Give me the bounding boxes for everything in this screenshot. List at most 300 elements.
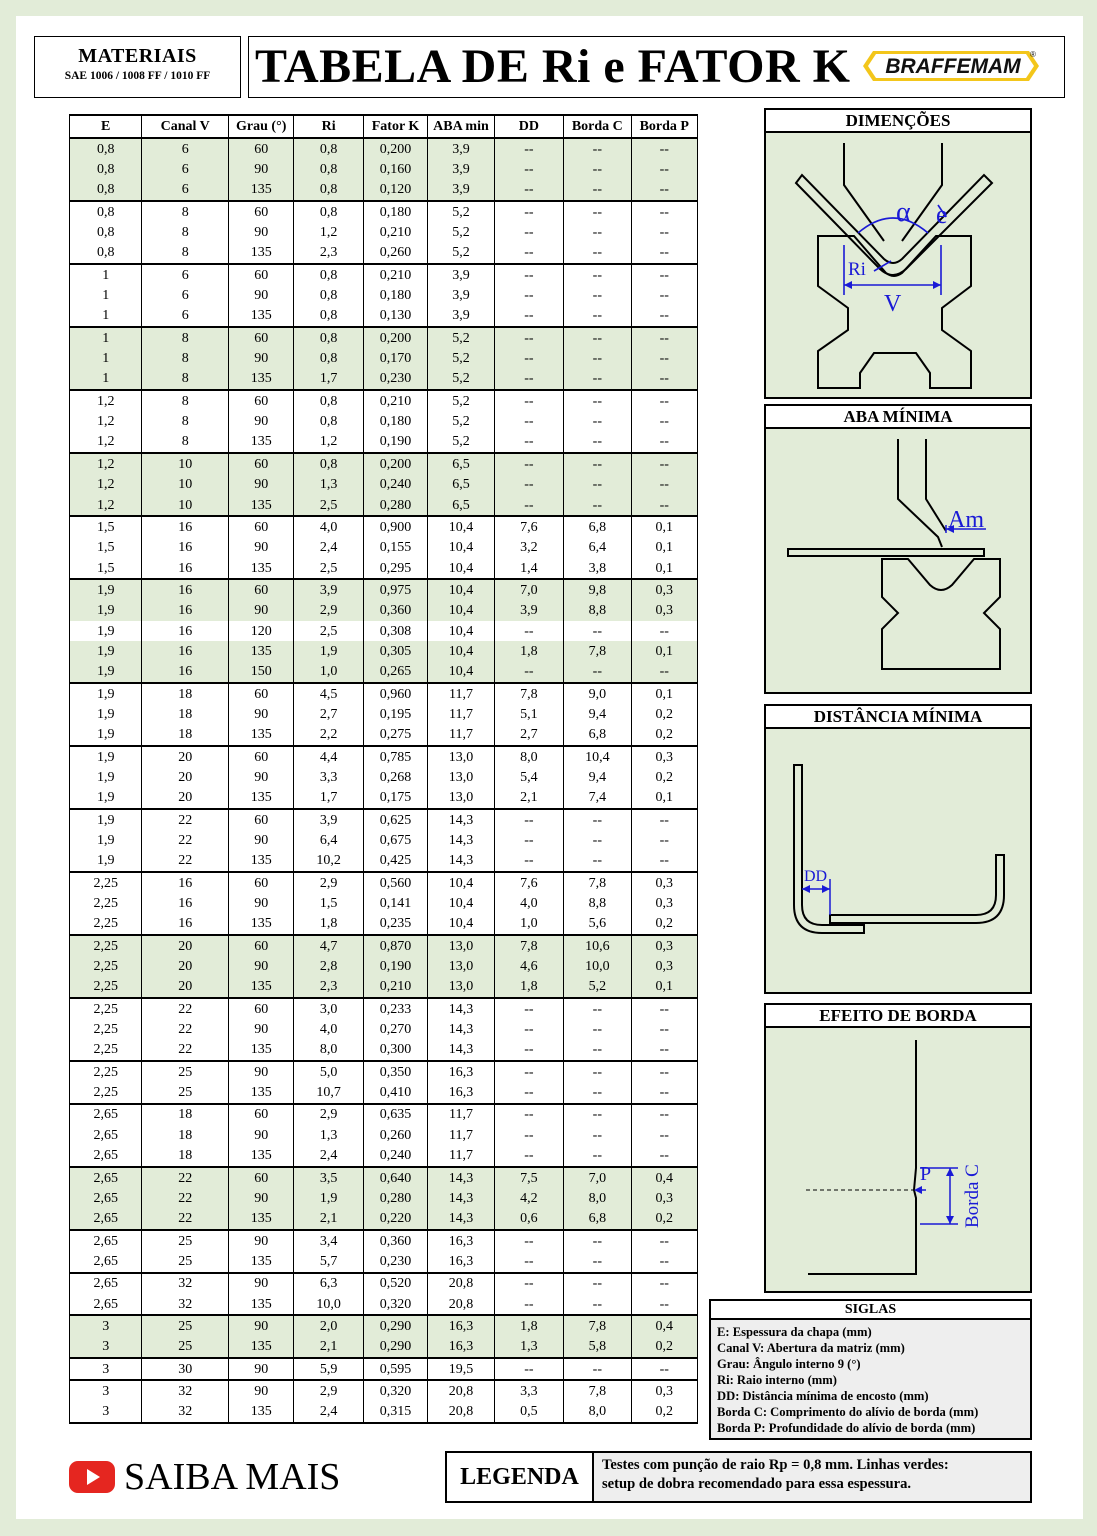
table-cell: -- — [494, 1358, 563, 1380]
table-cell: 2,65 — [70, 1125, 142, 1145]
table-cell: 5,2 — [428, 411, 494, 431]
table-cell: -- — [564, 1273, 631, 1294]
table-cell: -- — [631, 222, 697, 242]
table-cell: 0,8 — [294, 180, 363, 201]
table-cell: 2,65 — [70, 1251, 142, 1272]
table-cell: 18 — [142, 1104, 229, 1125]
table-cell: 8 — [142, 411, 229, 431]
column-header: Borda C — [564, 115, 631, 138]
table-cell: 2,65 — [70, 1230, 142, 1251]
table-cell: 1,9 — [70, 809, 142, 830]
table-cell: 2,65 — [70, 1146, 142, 1167]
table-cell: 8,0 — [564, 1402, 631, 1423]
table-cell: 135 — [229, 851, 294, 872]
table-cell: 16 — [142, 579, 229, 600]
table-cell: -- — [564, 1040, 631, 1061]
table-cell: 1,2 — [294, 432, 363, 453]
table-cell: 5,1 — [494, 704, 563, 724]
table-cell: 90 — [229, 285, 294, 305]
table-cell: 2,25 — [70, 893, 142, 913]
table-cell: 16 — [142, 662, 229, 683]
table-row — [70, 788, 698, 809]
column-header: Fator K — [363, 115, 427, 138]
table-cell: 10,4 — [428, 538, 494, 558]
table-cell: 0,220 — [363, 1209, 427, 1230]
table-cell: 0,8 — [70, 138, 142, 159]
table-row — [70, 432, 698, 453]
table-row — [70, 1358, 698, 1380]
table-cell: 6,4 — [564, 538, 631, 558]
table-cell: 0,8 — [70, 201, 142, 222]
table-cell: 0,3 — [631, 601, 697, 621]
table-cell: 1,8 — [494, 977, 563, 998]
table-cell: 0,900 — [363, 516, 427, 537]
table-row — [70, 495, 698, 516]
table-cell: 22 — [142, 1188, 229, 1208]
table-cell: 6,4 — [294, 830, 363, 850]
table-cell: -- — [494, 495, 563, 516]
table-cell: 4,2 — [494, 1188, 563, 1208]
table-cell: 90 — [229, 538, 294, 558]
table-cell: 0,6 — [494, 1209, 563, 1230]
table-cell: 135 — [229, 914, 294, 935]
table-cell: 0,120 — [363, 180, 427, 201]
table-cell: -- — [631, 1082, 697, 1103]
table-cell: 5,2 — [428, 390, 494, 411]
panel-dimencoes — [764, 108, 1032, 399]
table-cell: 1,9 — [70, 725, 142, 746]
table-cell: 8,8 — [564, 601, 631, 621]
table-cell: -- — [494, 369, 563, 390]
table-cell: 0,560 — [363, 872, 427, 893]
table-cell: -- — [564, 390, 631, 411]
table-cell: -- — [564, 621, 631, 641]
table-cell: 135 — [229, 495, 294, 516]
table-cell: 16 — [142, 538, 229, 558]
table-row — [70, 327, 698, 348]
table-cell: 25 — [142, 1082, 229, 1103]
table-cell: 1,5 — [70, 516, 142, 537]
table-cell: -- — [564, 243, 631, 264]
table-cell: -- — [564, 851, 631, 872]
table-row — [70, 851, 698, 872]
table-cell: 2,5 — [294, 558, 363, 579]
table-cell: 135 — [229, 558, 294, 579]
table-cell: 7,8 — [494, 683, 563, 704]
table-cell: 22 — [142, 1209, 229, 1230]
table-cell: 6 — [142, 306, 229, 327]
table-cell: 135 — [229, 1337, 294, 1358]
table-cell: -- — [631, 411, 697, 431]
table-cell: 25 — [142, 1061, 229, 1082]
table-cell: 5,2 — [428, 222, 494, 242]
table-cell: -- — [494, 475, 563, 495]
table-cell: 0,8 — [70, 243, 142, 264]
table-cell: 20,8 — [428, 1402, 494, 1423]
table-cell: 4,5 — [294, 683, 363, 704]
table-cell: 90 — [229, 1380, 294, 1401]
table-row — [70, 746, 698, 767]
sigla-item: Grau: Ângulo interno 9 (°) — [717, 1357, 861, 1371]
table-cell: -- — [564, 662, 631, 683]
table-cell: 0,350 — [363, 1061, 427, 1082]
table-cell: 2,65 — [70, 1209, 142, 1230]
table-cell: -- — [494, 1061, 563, 1082]
table-cell: -- — [564, 432, 631, 453]
table-cell: 1,7 — [294, 369, 363, 390]
table-cell: -- — [564, 306, 631, 327]
table-cell: 22 — [142, 1019, 229, 1039]
siglas-list — [711, 1320, 1030, 1438]
table-cell: 0,210 — [363, 264, 427, 285]
table-cell: -- — [564, 475, 631, 495]
table-cell: 18 — [142, 725, 229, 746]
table-cell: 7,6 — [494, 872, 563, 893]
table-cell: 0,180 — [363, 411, 427, 431]
table-cell: 6,8 — [564, 516, 631, 537]
table-cell: 5,2 — [428, 432, 494, 453]
table-cell: -- — [494, 285, 563, 305]
table-cell: 1,5 — [70, 558, 142, 579]
table-cell: 1,3 — [294, 1125, 363, 1145]
table-cell: 32 — [142, 1294, 229, 1315]
table-cell: 7,8 — [564, 1315, 631, 1336]
table-cell: 1 — [70, 306, 142, 327]
table-cell: 60 — [229, 264, 294, 285]
table-cell: 0,410 — [363, 1082, 427, 1103]
table-header-row — [70, 115, 698, 138]
table-cell: 0,8 — [294, 201, 363, 222]
table-cell: -- — [631, 621, 697, 641]
table-cell: 0,2 — [631, 767, 697, 787]
title-box — [248, 36, 1065, 98]
table-cell: -- — [494, 306, 563, 327]
table-row — [70, 767, 698, 787]
table-cell: 0,2 — [631, 1402, 697, 1423]
table-cell: -- — [564, 1358, 631, 1380]
table-cell: 10,4 — [428, 579, 494, 600]
table-cell: 0,141 — [363, 893, 427, 913]
thickness-e-label: e — [936, 200, 948, 229]
table-cell: 14,3 — [428, 1188, 494, 1208]
table-cell: 16,3 — [428, 1251, 494, 1272]
table-cell: 1 — [70, 348, 142, 368]
table-cell: 6,5 — [428, 453, 494, 474]
table-cell: -- — [494, 809, 563, 830]
minimum-flange-diagram — [766, 429, 1030, 692]
materials-box — [34, 36, 241, 98]
table-cell: 2,25 — [70, 998, 142, 1019]
table-cell: 0,190 — [363, 432, 427, 453]
table-cell: 0,8 — [70, 159, 142, 179]
table-cell: 90 — [229, 1061, 294, 1082]
table-cell: -- — [631, 306, 697, 327]
table-cell: -- — [564, 138, 631, 159]
table-cell: 6 — [142, 285, 229, 305]
punch-outline — [898, 439, 946, 547]
table-cell: -- — [631, 201, 697, 222]
table-cell: -- — [631, 390, 697, 411]
table-cell: 9,4 — [564, 767, 631, 787]
table-cell: -- — [631, 432, 697, 453]
table-cell: 0,190 — [363, 956, 427, 976]
table-cell: -- — [494, 138, 563, 159]
table-cell: 0,8 — [294, 453, 363, 474]
table-row — [70, 180, 698, 201]
table-cell: 3,9 — [428, 285, 494, 305]
table-cell: 2,8 — [294, 956, 363, 976]
table-cell: 0,320 — [363, 1294, 427, 1315]
table-cell: 60 — [229, 327, 294, 348]
table-cell: 16,3 — [428, 1082, 494, 1103]
table-cell: 135 — [229, 1209, 294, 1230]
table-cell: 3,5 — [294, 1167, 363, 1188]
table-cell: -- — [631, 998, 697, 1019]
table-row — [70, 1019, 698, 1039]
table-cell: 7,4 — [564, 788, 631, 809]
table-cell: 135 — [229, 432, 294, 453]
table-cell: 1,8 — [494, 1315, 563, 1336]
table-cell: 10,4 — [428, 914, 494, 935]
table-cell: 135 — [229, 243, 294, 264]
table-cell: 3,9 — [294, 579, 363, 600]
table-cell: 32 — [142, 1402, 229, 1423]
punch-outline — [844, 143, 942, 241]
table-cell: 0,1 — [631, 683, 697, 704]
table-cell: 2,9 — [294, 1380, 363, 1401]
p-label: P — [920, 1163, 932, 1185]
table-row — [70, 1146, 698, 1167]
table-cell: 60 — [229, 516, 294, 537]
table-cell: -- — [631, 851, 697, 872]
table-cell: 7,6 — [494, 516, 563, 537]
table-row — [70, 641, 698, 661]
table-cell: 2,25 — [70, 977, 142, 998]
table-cell: 2,2 — [294, 725, 363, 746]
table-cell: 0,3 — [631, 746, 697, 767]
table-cell: 1,3 — [494, 1337, 563, 1358]
table-cell: 0,520 — [363, 1273, 427, 1294]
table-cell: -- — [494, 201, 563, 222]
table-cell: 10,4 — [428, 558, 494, 579]
table-row — [70, 872, 698, 893]
table-cell: 0,230 — [363, 369, 427, 390]
table-row — [70, 411, 698, 431]
table-cell: 10,4 — [428, 893, 494, 913]
table-cell: 3,9 — [428, 306, 494, 327]
table-cell: 10 — [142, 475, 229, 495]
table-cell: -- — [564, 285, 631, 305]
table-cell: 60 — [229, 390, 294, 411]
table-cell: 8,8 — [564, 893, 631, 913]
table-cell: 18 — [142, 1125, 229, 1145]
table-cell: 14,3 — [428, 851, 494, 872]
table-cell: 2,25 — [70, 872, 142, 893]
table-cell: -- — [564, 201, 631, 222]
table-cell: 16 — [142, 621, 229, 641]
table-cell: 2,3 — [294, 977, 363, 998]
table-cell: -- — [564, 1125, 631, 1145]
table-cell: 10,4 — [428, 516, 494, 537]
table-cell: 11,7 — [428, 1146, 494, 1167]
table-cell: 7,0 — [564, 1167, 631, 1188]
table-cell: 0,360 — [363, 601, 427, 621]
table-cell: 2,4 — [294, 1402, 363, 1423]
table-cell: 16 — [142, 601, 229, 621]
table-cell: 11,7 — [428, 704, 494, 724]
table-cell: 60 — [229, 746, 294, 767]
table-cell: 18 — [142, 1146, 229, 1167]
table-cell: 10,4 — [564, 746, 631, 767]
table-cell: 2,7 — [294, 704, 363, 724]
table-cell: 6,8 — [564, 1209, 631, 1230]
table-cell: 16 — [142, 872, 229, 893]
table-cell: 135 — [229, 788, 294, 809]
table-row — [70, 704, 698, 724]
brand-name: BRAFFEMAM — [885, 55, 1021, 78]
table-cell: 0,230 — [363, 1251, 427, 1272]
table-row — [70, 977, 698, 998]
table-row — [70, 1380, 698, 1401]
table-cell: 0,295 — [363, 558, 427, 579]
table-cell: 0,870 — [363, 935, 427, 956]
table-cell: 60 — [229, 998, 294, 1019]
table-cell: -- — [564, 1019, 631, 1039]
table-cell: 1,2 — [70, 432, 142, 453]
table-cell: 90 — [229, 704, 294, 724]
table-row — [70, 516, 698, 537]
table-row — [70, 935, 698, 956]
table-row — [70, 306, 698, 327]
table-cell: 4,0 — [294, 516, 363, 537]
table-cell: 8 — [142, 432, 229, 453]
table-cell: 7,5 — [494, 1167, 563, 1188]
table-cell: 2,1 — [294, 1337, 363, 1358]
table-cell: 0,3 — [631, 579, 697, 600]
table-cell: 1,0 — [294, 662, 363, 683]
table-cell: -- — [494, 1125, 563, 1145]
table-cell: 10,4 — [428, 621, 494, 641]
table-cell: 0,8 — [294, 264, 363, 285]
table-row — [70, 725, 698, 746]
table-cell: -- — [564, 159, 631, 179]
table-cell: 1 — [70, 285, 142, 305]
table-cell: 1,9 — [70, 621, 142, 641]
table-row — [70, 1040, 698, 1061]
table-cell: 11,7 — [428, 725, 494, 746]
dd-label: DD — [804, 868, 828, 885]
sigla-item: Canal V: Abertura da matriz (mm) — [717, 1341, 905, 1355]
table-row — [70, 1209, 698, 1230]
table-cell: -- — [494, 1294, 563, 1315]
table-cell: 16 — [142, 641, 229, 661]
table-cell: 3,8 — [564, 558, 631, 579]
table-cell: 0,290 — [363, 1337, 427, 1358]
table-cell: 0,235 — [363, 914, 427, 935]
table-cell: 3,9 — [428, 180, 494, 201]
table-cell: -- — [631, 1146, 697, 1167]
table-cell: -- — [631, 285, 697, 305]
table-cell: 0,260 — [363, 1125, 427, 1145]
table-cell: -- — [494, 390, 563, 411]
table-cell: 8 — [142, 222, 229, 242]
table-cell: 22 — [142, 851, 229, 872]
table-cell: -- — [494, 1104, 563, 1125]
table-cell: -- — [494, 621, 563, 641]
table-cell: 0,170 — [363, 348, 427, 368]
table-cell: 11,7 — [428, 1125, 494, 1145]
table-row — [70, 558, 698, 579]
table-cell: -- — [564, 180, 631, 201]
table-cell: 20 — [142, 935, 229, 956]
table-cell: 150 — [229, 662, 294, 683]
table-cell: 16 — [142, 914, 229, 935]
table-cell: -- — [564, 1251, 631, 1272]
panel-aba-minima — [764, 404, 1032, 694]
legenda-line-2: setup de dobra recomendado para essa espessura. — [602, 1476, 912, 1492]
table-cell: 16 — [142, 516, 229, 537]
table-row — [70, 579, 698, 600]
table-cell: 90 — [229, 1273, 294, 1294]
sheet-outline — [796, 175, 992, 275]
table-cell: 25 — [142, 1315, 229, 1336]
table-cell: 14,3 — [428, 998, 494, 1019]
table-cell: 90 — [229, 830, 294, 850]
die-outline — [882, 559, 1000, 669]
table-cell: 2,9 — [294, 872, 363, 893]
table-cell: 2,25 — [70, 1019, 142, 1039]
table-cell: 0,975 — [363, 579, 427, 600]
table-cell: 20 — [142, 767, 229, 787]
table-cell: 1,9 — [294, 641, 363, 661]
siglas-box — [709, 1299, 1032, 1440]
table-cell: 6,5 — [428, 495, 494, 516]
table-cell: 3,9 — [428, 138, 494, 159]
table-cell: -- — [494, 159, 563, 179]
table-cell: 20 — [142, 956, 229, 976]
table-cell: 2,1 — [494, 788, 563, 809]
table-cell: 0,1 — [631, 788, 697, 809]
table-cell: 8 — [142, 390, 229, 411]
table-cell: 0,8 — [294, 138, 363, 159]
table-cell: 0,290 — [363, 1315, 427, 1336]
table-cell: -- — [564, 809, 631, 830]
saiba-mais-label: SAIBA MAIS — [124, 1456, 341, 1498]
table-cell: -- — [564, 998, 631, 1019]
table-cell: -- — [631, 1040, 697, 1061]
table-cell: 0,300 — [363, 1040, 427, 1061]
table-cell: 135 — [229, 1251, 294, 1272]
table-cell: 4,7 — [294, 935, 363, 956]
table-cell: 5,2 — [428, 327, 494, 348]
table-row — [70, 475, 698, 495]
brand-registered-mark: ® — [1030, 50, 1036, 59]
table-cell: 1,8 — [294, 914, 363, 935]
table-body — [70, 138, 698, 1423]
table-cell: 0,270 — [363, 1019, 427, 1039]
table-cell: 135 — [229, 1146, 294, 1167]
table-cell: 14,3 — [428, 1019, 494, 1039]
table-cell: 7,0 — [494, 579, 563, 600]
table-cell: 0,233 — [363, 998, 427, 1019]
table-cell: 2,65 — [70, 1167, 142, 1188]
table-cell: 90 — [229, 893, 294, 913]
table-cell: 0,625 — [363, 809, 427, 830]
table-cell: -- — [631, 180, 697, 201]
table-cell: -- — [631, 662, 697, 683]
table-cell: -- — [494, 1273, 563, 1294]
table-cell: 1,3 — [294, 475, 363, 495]
